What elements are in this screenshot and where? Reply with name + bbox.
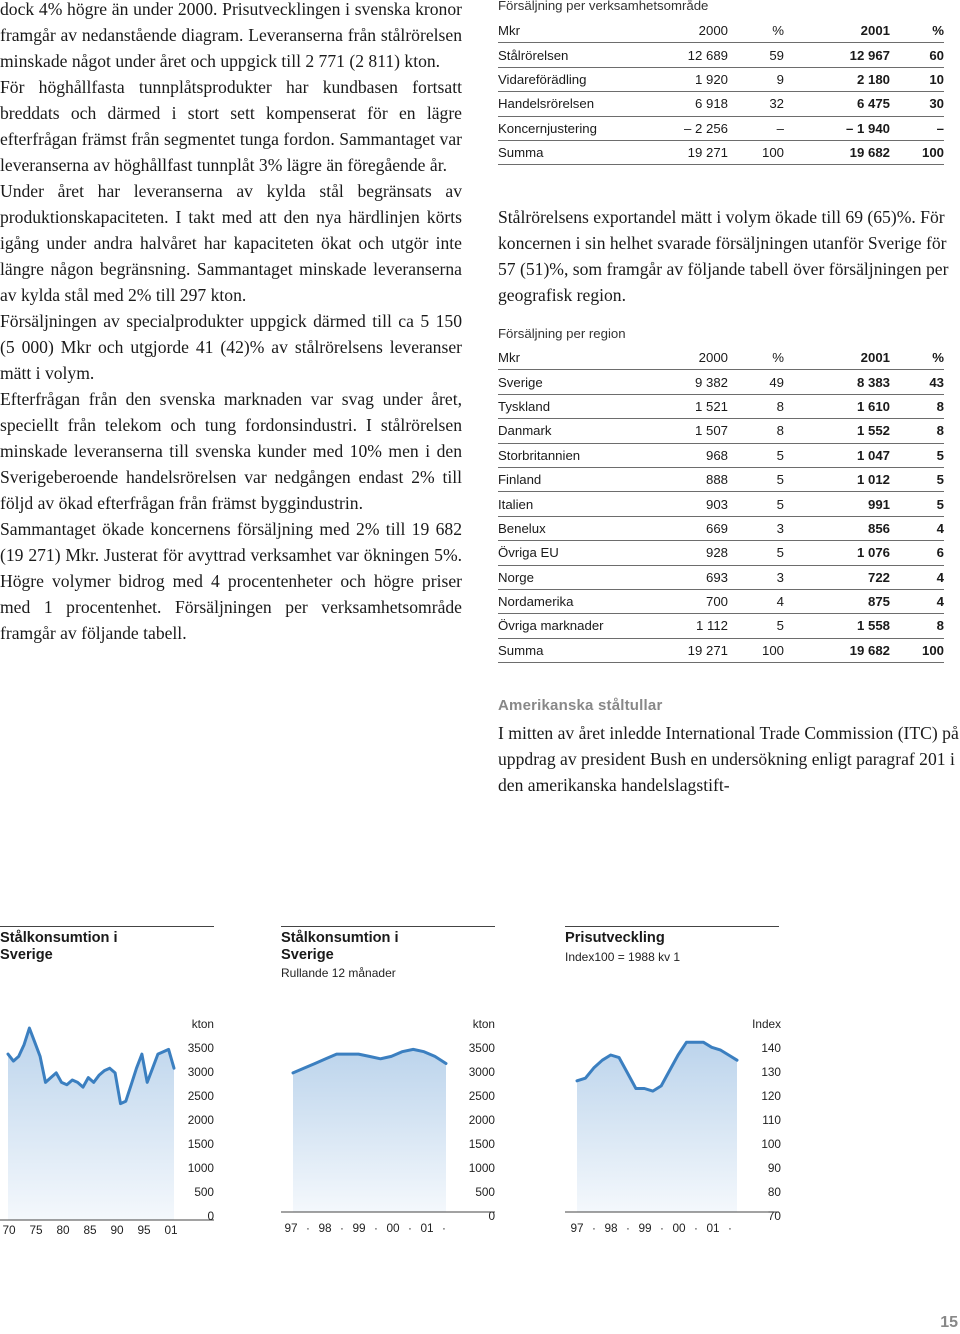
x-tick-separator: · [340,1221,344,1235]
y-tick-label: 110 [762,1113,781,1127]
table-row [498,116,944,140]
table-row [498,589,944,613]
paragraph: dock 4% högre än under 2000. Prisutvecklingen i svenska kronor framgår av nedanstående diagram. Leveranserna från stålrörelsen minskade något under året och uppgick till 2 771 (2 811) kton. [0,0,462,71]
table-row [498,565,944,589]
y-tick-label: 3000 [468,1065,495,1079]
table-row-label: Övriga EU [498,541,648,565]
y-tick-label: 2500 [187,1089,214,1103]
table-cell: 49 [728,370,784,394]
x-tick-separator: · [306,1221,310,1235]
table-cell: 6 918 [648,92,728,116]
table-cell: % [728,19,784,43]
table-cell: 1 610 [784,394,890,418]
table-cell: 5 [728,614,784,638]
table-cell: 19 682 [784,140,890,164]
table-header-row [498,346,944,370]
table-row-label: Koncernjustering [498,116,648,140]
x-tick-label: 00 [386,1221,400,1235]
table-cell: 888 [648,467,728,491]
x-tick-separator: · [374,1221,378,1235]
table-row [498,638,944,662]
y-tick-label: 3500 [468,1041,495,1055]
table-row [498,492,944,516]
table-cell: 5 [728,541,784,565]
table-cell: – 1 940 [784,116,890,140]
table-cell: 12 967 [784,43,890,67]
table-cell: 8 [728,419,784,443]
table-cell: 19 682 [784,638,890,662]
sales-table-title: Försäljning per verksamhetsområde [498,0,709,13]
table-cell: 1 076 [784,541,890,565]
chart-plot [0,926,214,1256]
table-cell: 2 180 [784,67,890,91]
table-cell: 856 [784,516,890,540]
table-cell: 4 [890,516,944,540]
paragraph: För höghållfasta tunnplåtsprodukter har kundbasen fortsatt breddats och därmed i stort sett kompenserat för en lägre efterfrågan främst från segmentet tunga fordon. Sammantaget var leveranserna av höghållfast tunnplåt 3% lägre än föregående år. [0,77,462,175]
table-row [498,43,944,67]
x-tick-label: 01 [420,1221,434,1235]
paragraph: Efterfrågan från den svenska marknaden var svag under året, speciellt från telekom och tung fordonsindustri. I stålrörelsen minskade leveranserna till svenska kunder med 10% men i den Sverigeberoende handelsrörelsen var nedgången endast 2% till följd av ökad efterfrågan från främst byggindustrin. [0,389,462,513]
table-cell: % [890,19,944,43]
table-row-label: Vidareförädling [498,67,648,91]
y-tick-label: 2000 [187,1113,214,1127]
x-tick-label: 85 [83,1223,97,1237]
table-cell: 2001 [784,19,890,43]
x-tick-label: 95 [137,1223,151,1237]
table-header-row [498,19,944,43]
table-cell: 1 920 [648,67,728,91]
x-tick-label: 99 [638,1221,652,1235]
y-tick-label: 3000 [187,1065,214,1079]
table-row-label: Summa [498,140,648,164]
table-row-label: Tyskland [498,394,648,418]
x-tick-label: 98 [604,1221,618,1235]
table-cell: 2000 [648,19,728,43]
y-tick-label: 0 [488,1209,495,1223]
table-cell: 6 475 [784,92,890,116]
x-tick-label: 80 [56,1223,70,1237]
x-tick-separator: · [442,1221,446,1235]
chart-plot [281,926,495,1256]
table-cell: 991 [784,492,890,516]
table-cell: 6 [890,541,944,565]
table-row [498,516,944,540]
table-row-label: Handelsrörelsen [498,92,648,116]
y-tick-label: 120 [761,1089,781,1103]
table-row [498,467,944,491]
y-tick-label: 2000 [468,1113,495,1127]
table-cell: 1 112 [648,614,728,638]
table-cell: 5 [890,467,944,491]
table-cell: 2001 [784,346,890,370]
table-cell: 12 689 [648,43,728,67]
table-cell: 59 [728,43,784,67]
table-row-label: Stålrörelsen [498,43,648,67]
paragraph: Sammantaget ökade koncernens försäljning med 2% till 19 682 (19 271) Mkr. Justerat för avyttrad verksamhet var ökningen 5%. Högre volymer bidrog med 4 procentenheter och högre priser med 1 procentenhet. Försäljningen per verksamhetsområde framgår av följande tabell. [0,519,462,643]
chart-subtitle: Rullande 12 månader [281,966,396,980]
table-cell: 700 [648,589,728,613]
table-cell: 8 [890,614,944,638]
page-number: 15 [940,1314,958,1331]
table-cell: 1 552 [784,419,890,443]
region-table-title: Försäljning per region [498,326,626,341]
table-cell: 43 [890,370,944,394]
y-tick-label: 100 [761,1137,781,1151]
table-cell: 100 [890,140,944,164]
table-row-label: Summa [498,638,648,662]
y-tick-label: 500 [475,1185,495,1199]
table-cell: 903 [648,492,728,516]
y-tick-label: 0 [207,1209,214,1223]
table-cell: 693 [648,565,728,589]
area-fill [577,1042,737,1212]
table-cell: 8 [890,419,944,443]
y-tick-label: 80 [767,1185,781,1199]
table-cell: 8 383 [784,370,890,394]
table-cell: 1 521 [648,394,728,418]
x-tick-label: 97 [284,1221,298,1235]
table-cell: 928 [648,541,728,565]
table-cell: 1 047 [784,443,890,467]
table-cell: 1 507 [648,419,728,443]
table-cell: 2000 [648,346,728,370]
chart-plot [565,926,779,1256]
table-cell: 5 [890,492,944,516]
y-tick-label: 70 [767,1209,781,1223]
table-row [498,419,944,443]
table-cell: 100 [728,140,784,164]
table-cell: 100 [728,638,784,662]
table-row-label: Benelux [498,516,648,540]
x-tick-separator: · [694,1221,698,1235]
table-row-label: Mkr [498,346,648,370]
table-cell: 1 012 [784,467,890,491]
table-row-label: Finland [498,467,648,491]
y-tick-label: 500 [194,1185,214,1199]
table-cell: 1 558 [784,614,890,638]
chart-subtitle: Index100 = 1988 kv 1 [565,950,681,964]
table-cell: 5 [728,467,784,491]
table-cell: 100 [890,638,944,662]
x-tick-label: 01 [164,1223,178,1237]
x-tick-label: 97 [570,1221,584,1235]
table-row [498,541,944,565]
table-row [498,92,944,116]
table-cell: – 2 256 [648,116,728,140]
table-cell: 10 [890,67,944,91]
table-cell: 4 [728,589,784,613]
x-tick-label: 75 [29,1223,43,1237]
x-tick-separator: · [592,1221,596,1235]
table-cell: – [728,116,784,140]
table-cell: 3 [728,516,784,540]
area-fill [293,1049,446,1212]
x-tick-label: 90 [110,1223,124,1237]
table-cell: 4 [890,589,944,613]
x-tick-label: 70 [2,1223,16,1237]
table-row-label: Sverige [498,370,648,394]
sales-table [498,19,944,165]
x-tick-separator: · [660,1221,664,1235]
american-tariffs-text [498,720,960,798]
table-cell: 60 [890,43,944,67]
table-cell: 8 [890,394,944,418]
table-cell: 722 [784,565,890,589]
x-tick-label: 01 [706,1221,720,1235]
table-row [498,370,944,394]
y-tick-label: 1000 [468,1161,495,1175]
y-tick-label: 2500 [468,1089,495,1103]
table-cell: 32 [728,92,784,116]
table-cell: 5 [890,443,944,467]
export-share-text [498,204,958,308]
table-row [498,394,944,418]
table-row [498,443,944,467]
table-row-label: Nordamerika [498,589,648,613]
table-cell: 19 271 [648,140,728,164]
x-tick-separator: · [626,1221,630,1235]
table-cell: 4 [890,565,944,589]
table-row-label: Norge [498,565,648,589]
table-cell: 968 [648,443,728,467]
table-cell: 30 [890,92,944,116]
x-tick-label: 00 [672,1221,686,1235]
x-tick-separator: · [728,1221,732,1235]
paragraph: I mitten av året inledde International Trade Commission (ITC) på uppdrag av president Bush en undersökning enligt paragraf 201 i den amerikanska handelslagstift- [498,723,959,795]
section-heading: Amerikanska ståltullar [498,697,663,714]
table-cell: 8 [728,394,784,418]
y-unit-label: kton [191,1017,214,1031]
paragraph: Stålrörelsens exportandel mätt i volym ökade till 69 (65)%. För koncernen i sin helhet svarade försäljningen utanför Sverige för 57 (51)%, som framgår av följande tabell över försäljningen per geografisk region. [498,207,949,305]
body-text-column [0,0,462,646]
table-cell: % [728,346,784,370]
table-cell: 19 271 [648,638,728,662]
paragraph: Försäljningen av specialprodukter uppgick därmed till ca 5 150 (5 000) Mkr och utgjorde 41 (42)% av stålrörelsens leveranser mätt i volym. [0,311,462,383]
table-row-label: Italien [498,492,648,516]
table-cell: 5 [728,492,784,516]
table-row [498,614,944,638]
table-cell: 3 [728,565,784,589]
y-tick-label: 1000 [187,1161,214,1175]
table-cell: 669 [648,516,728,540]
table-cell: 9 382 [648,370,728,394]
table-cell: 9 [728,67,784,91]
x-tick-separator: · [408,1221,412,1235]
chart-title: Stålkonsumtion i Sverige [281,930,399,963]
table-cell: 875 [784,589,890,613]
y-tick-label: 1500 [187,1137,214,1151]
chart-title: Prisutveckling [565,930,665,946]
table-cell: % [890,346,944,370]
x-tick-label: 98 [318,1221,332,1235]
y-tick-label: 90 [767,1161,781,1175]
y-tick-label: 1500 [468,1137,495,1151]
chart-title: Stålkonsumtion i Sverige [0,930,118,963]
area-fill [8,1028,174,1220]
y-unit-label: kton [472,1017,495,1031]
y-tick-label: 3500 [187,1041,214,1055]
table-row [498,67,944,91]
y-unit-label: Index [752,1017,781,1031]
table-cell: – [890,116,944,140]
table-row-label: Danmark [498,419,648,443]
table-row-label: Mkr [498,19,648,43]
table-row [498,140,944,164]
table-row-label: Övriga marknader [498,614,648,638]
table-row-label: Storbritannien [498,443,648,467]
paragraph: Under året har leveranserna av kylda stål begränsats av produktionskapaciteten. I takt med att den nya härdlinjen körts igång under andra halvåret har kapaciteten ökat och utgör inte längre någon begränsning. Sammantaget minskade leveranserna av kylda stål med 2% till 297 kton. [0,181,462,305]
table-cell: 5 [728,443,784,467]
y-tick-label: 140 [761,1041,781,1055]
region-table [498,346,944,663]
x-tick-label: 99 [352,1221,366,1235]
y-tick-label: 130 [761,1065,781,1079]
